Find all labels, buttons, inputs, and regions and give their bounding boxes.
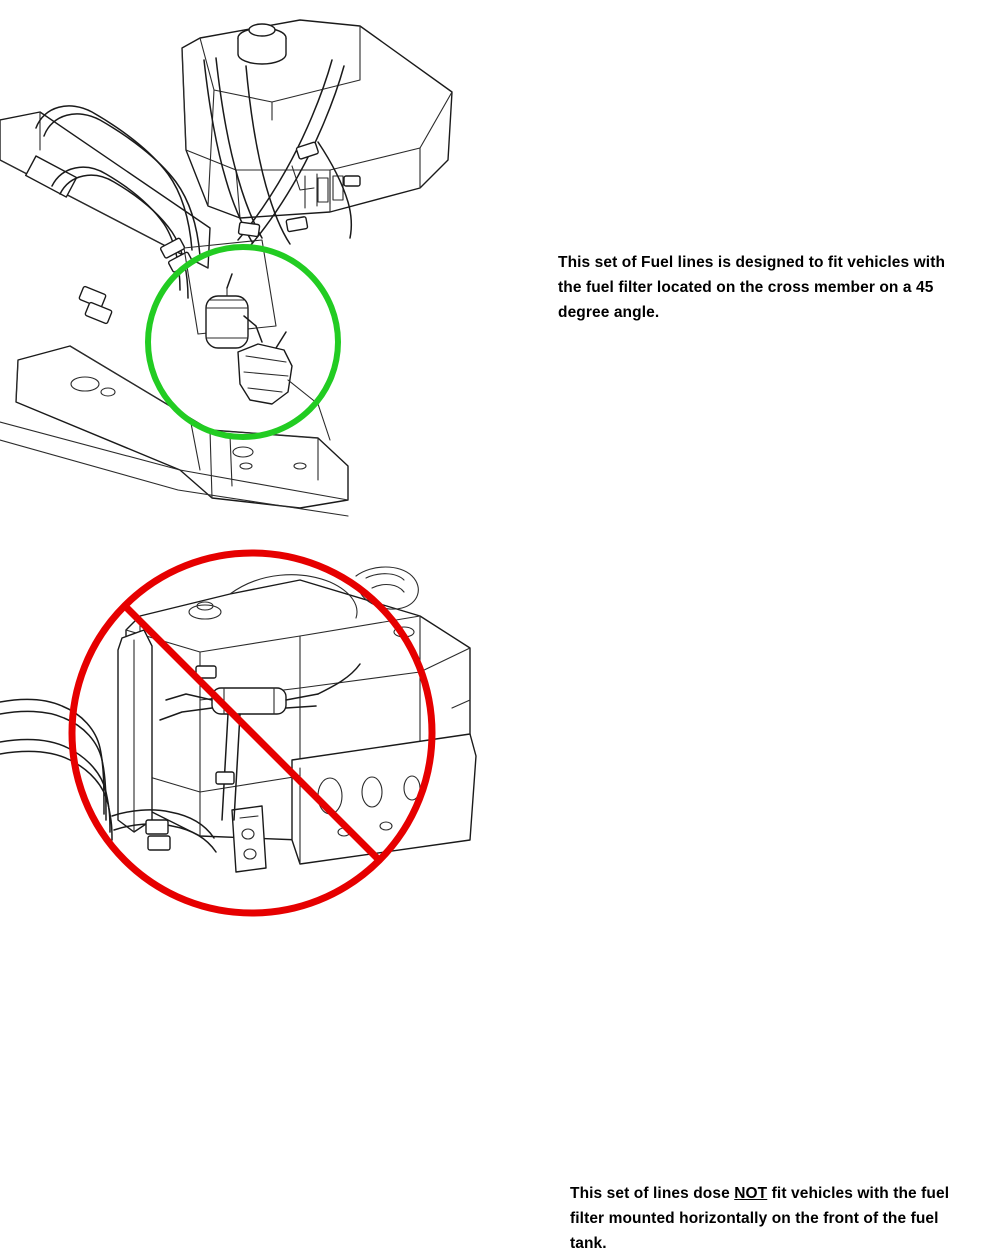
caption-incorrect-application [570,1181,970,1256]
caption-text-after: fit vehicles with the fuel filter mounted horizontally on the front of the fuel tank. [570,1184,950,1252]
caption-text-before: This set of lines dose [570,1184,735,1202]
fuel-tank-upper [182,20,452,218]
fuel-system-diagram-lower [0,520,540,932]
fuel-system-diagram-upper [0,0,540,520]
panel-correct-application [0,0,1005,520]
caption-emphasis-not: NOT [734,1184,768,1202]
fuel-pump-bracket [238,316,330,440]
illustration-fuel-tank-filter-horizontal [0,520,540,932]
caption-correct-application: This set of Fuel lines is designed to fit vehicles with the fuel filter located on the cross member on a 45 degree angle. [558,253,946,321]
illustration-fuel-tank-filter-cross-member [0,0,540,520]
panel-incorrect-application [0,520,1005,1252]
